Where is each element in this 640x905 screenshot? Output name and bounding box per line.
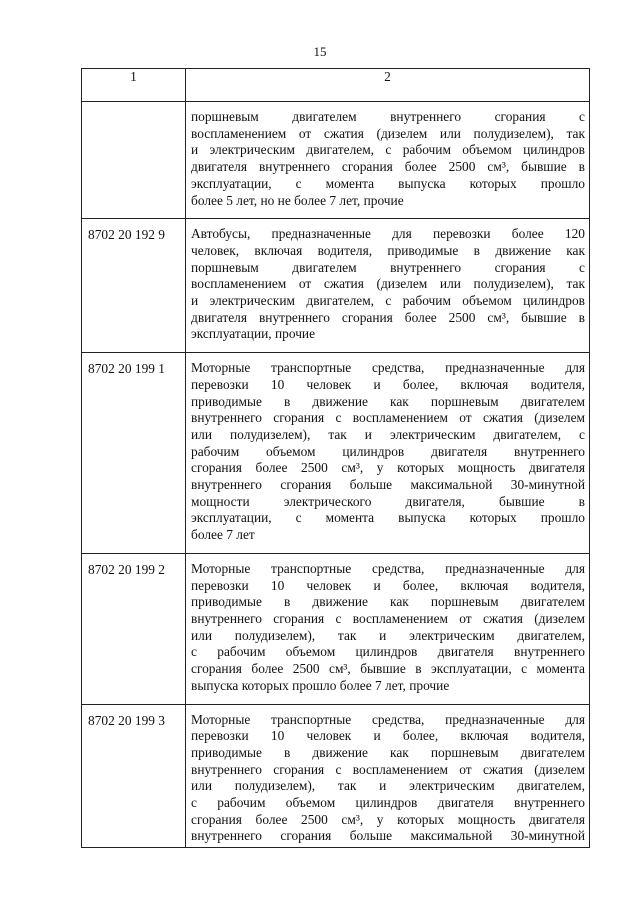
tariff-description [186,219,590,353]
description-line: воспламенением от сжатия (дизелем или полудизелем), так [191,125,585,141]
description-line: поршневым двигателем внутреннего сгорания с [191,259,585,275]
column-header-1: 1 [82,69,186,102]
description-line: эксплуатации, с момента выпуска которых прошло [191,510,585,526]
table-row [82,219,590,353]
description-line: Моторные транспортные средства, предназначенные для [191,711,585,727]
description-line: сгорания более 2500 см³, у которых мощность двигателя [191,460,585,476]
description-line: внутреннего сгорания с воспламенением от сжатия (дизелем [191,410,585,426]
description-line: рабочим объемом цилиндров двигателя внутреннего [191,443,585,459]
table-row [82,102,590,219]
description-line: или полудизелем), так и электрическим двигателем, [191,778,585,794]
description-line: двигателя внутреннего сгорания более 2500 см³, бывшие в [191,159,585,175]
table-header-row [82,69,590,102]
description-line: внутреннего сгорания с воспламенением от сжатия (дизелем [191,761,585,777]
description-line: с рабочим объемом цилиндров двигателя внутреннего [191,795,585,811]
tariff-code: 8702 20 192 9 [82,219,186,353]
table-row [82,553,590,704]
page-number: 15 [313,44,327,59]
tariff-code: 8702 20 199 1 [82,353,186,554]
description-line: двигателя внутреннего сгорания более 2500 см³, бывшие в [191,309,585,325]
description-line: или полудизелем), так и электрическим двигателем, с [191,426,585,442]
description-line: и электрическим двигателем, с рабочим объемом цилиндров [191,293,585,309]
description-line: приводимые в движение как поршневым двигателем [191,594,585,610]
description-line: перевозки 10 человек и более, включая водителя, [191,728,585,744]
description-line: приводимые в движение как поршневым двигателем [191,393,585,409]
tariff-description [186,704,590,848]
tariff-description [186,553,590,704]
description-line: перевозки 10 человек и более, включая водителя, [191,577,585,593]
tariff-code: 8702 20 199 3 [82,704,186,848]
description-line: выпуска которых прошло более 7 лет, прочие [191,677,450,693]
tariff-table [81,68,590,848]
description-line: или полудизелем), так и электрическим двигателем, [191,627,585,643]
description-line: приводимые в движение как поршневым двигателем [191,744,585,760]
column-header-2: 2 [186,69,590,102]
description-line: мощности электрического двигателя, бывшие в [191,493,585,509]
table-row [82,704,590,848]
description-line: с рабочим объемом цилиндров двигателя внутреннего [191,644,585,660]
table-row [82,353,590,554]
description-line: воспламенением от сжатия (дизелем или полудизелем), так [191,276,585,292]
description-line: внутреннего сгорания больше максимальной 30-минутной [191,477,585,493]
description-line: Моторные транспортные средства, предназначенные для [191,360,585,376]
tariff-description [186,353,590,554]
description-line: эксплуатации, с момента выпуска которых прошло [191,175,585,191]
tariff-description [186,102,590,219]
description-line: поршневым двигателем внутреннего сгорания с [191,109,585,124]
description-line: перевозки 10 человек и более, включая водителя, [191,376,585,392]
description-line: Автобусы, предназначенные для перевозки более 120 [191,226,585,242]
tariff-code: 8702 20 199 2 [82,553,186,704]
description-line: внутреннего сгорания с воспламенением от сжатия (дизелем [191,610,585,626]
description-line: эксплуатации, прочие [191,326,316,342]
description-line: человек, включая водителя, приводимые в движение как [191,242,585,258]
description-line: и электрическим двигателем, с рабочим объемом цилиндров [191,142,585,158]
description-line: сгорания более 2500 см³, у которых мощность двигателя [191,811,585,827]
description-line: внутреннего сгорания больше максимальной 30-минутной [191,828,585,844]
description-line: сгорания более 2500 см³, бывшие в эксплуатации, с момента [191,661,585,677]
description-line: Моторные транспортные средства, предназначенные для [191,560,585,576]
description-line: более 5 лет, но не более 7 лет, прочие [191,192,404,208]
tariff-code [82,102,186,219]
description-line: более 7 лет [191,527,255,543]
